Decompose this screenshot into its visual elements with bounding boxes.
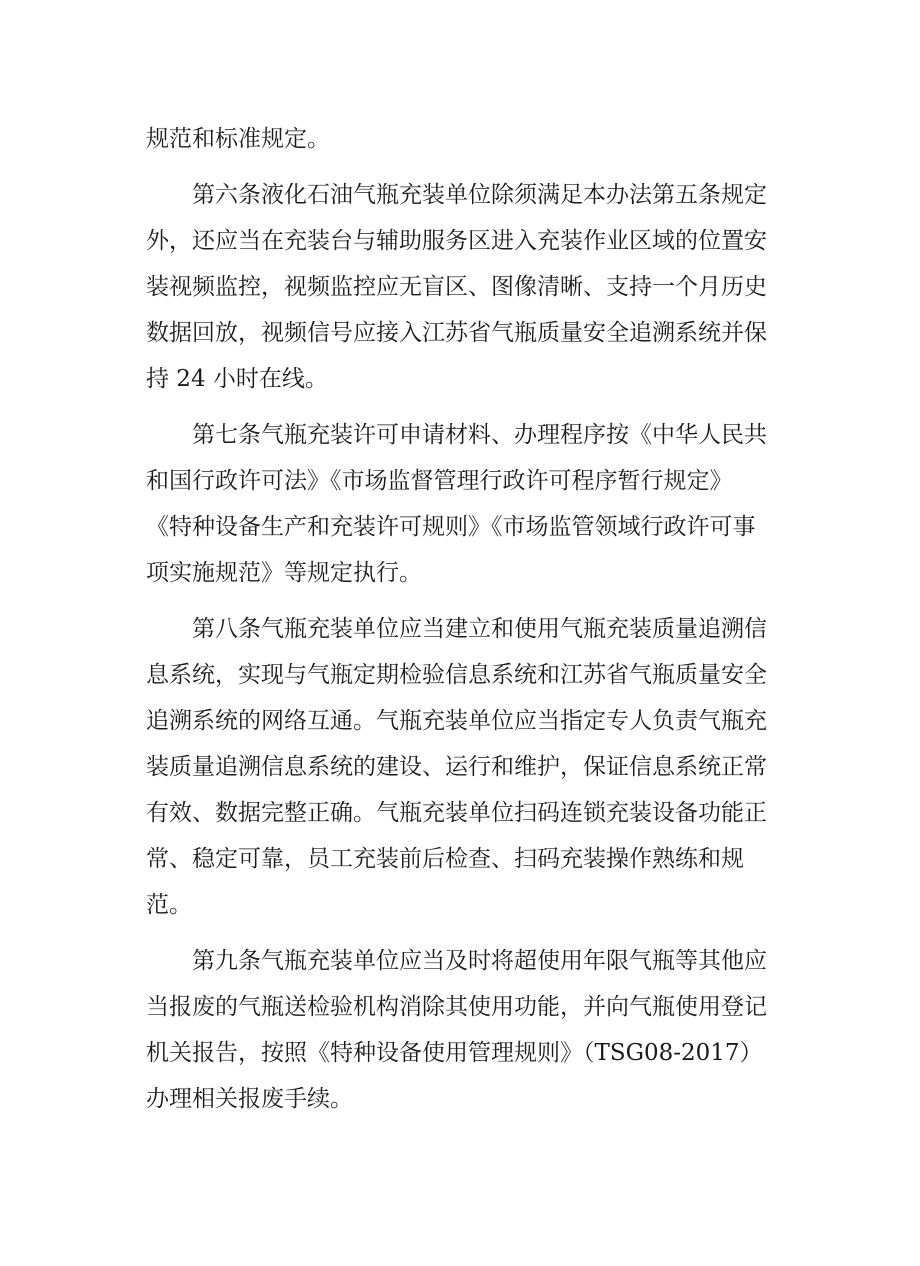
paragraph-article-6 xyxy=(146,172,776,402)
text-line: 外，还应当在充装台与辅助服务区进入充装作业区域的位置安 xyxy=(146,228,767,254)
text-line: 项实施规范》等规定执行。 xyxy=(146,560,422,586)
text-line: 息系统，实现与气瓶定期检验信息系统和江苏省气瓶质量安全 xyxy=(146,662,767,688)
text-line: 范。 xyxy=(146,892,192,918)
text-line: 当报废的气瓶送检验机构消除其使用功能，并向气瓶使用登记 xyxy=(146,994,767,1020)
text-line: 规范和标准规定。 xyxy=(146,126,330,152)
text-line: 第九条气瓶充装单位应当及时将超使用年限气瓶等其他应 xyxy=(192,948,767,974)
text-line: 数据回放，视频信号应接入江苏省气瓶质量安全追溯系统并保 xyxy=(146,320,767,346)
paragraph-continuation xyxy=(146,116,776,162)
text-line: 装质量追溯信息系统的建设、运行和维护，保证信息系统正常 xyxy=(146,754,767,780)
text-line: 办理相关报废手续。 xyxy=(146,1086,353,1112)
text-line: 第六条液化石油气瓶充装单位除须满足本办法第五条规定 xyxy=(192,182,767,208)
text-line: 常、稳定可靠，员工充装前后检查、扫码充装操作熟练和规 xyxy=(146,846,744,872)
paragraph-article-8 xyxy=(146,606,776,928)
paragraph-article-9 xyxy=(146,938,776,1122)
text-line: 机关报告，按照《特种设备使用管理规则》（TSG08-2017） xyxy=(146,1040,763,1066)
document-body xyxy=(146,116,776,1122)
text-line: 第八条气瓶充装单位应当建立和使用气瓶充装质量追溯信 xyxy=(192,616,767,642)
text-line: 和国行政许可法》《市场监督管理行政许可程序暂行规定》 xyxy=(146,468,733,494)
text-line: 装视频监控，视频监控应无盲区、图像清晰、支持一个月历史 xyxy=(146,274,767,300)
text-line: 有效、数据完整正确。气瓶充装单位扫码连锁充装设备功能正 xyxy=(146,800,767,826)
text-line: 第七条气瓶充装许可申请材料、办理程序按《中华人民共 xyxy=(192,422,767,448)
paragraph-article-7 xyxy=(146,412,776,596)
text-line: 追溯系统的网络互通。气瓶充装单位应当指定专人负责气瓶充 xyxy=(146,708,767,734)
text-line: 持 24 小时在线。 xyxy=(146,366,328,392)
text-line: 《特种设备生产和充装许可规则》《市场监管领域行政许可事 xyxy=(146,514,756,540)
